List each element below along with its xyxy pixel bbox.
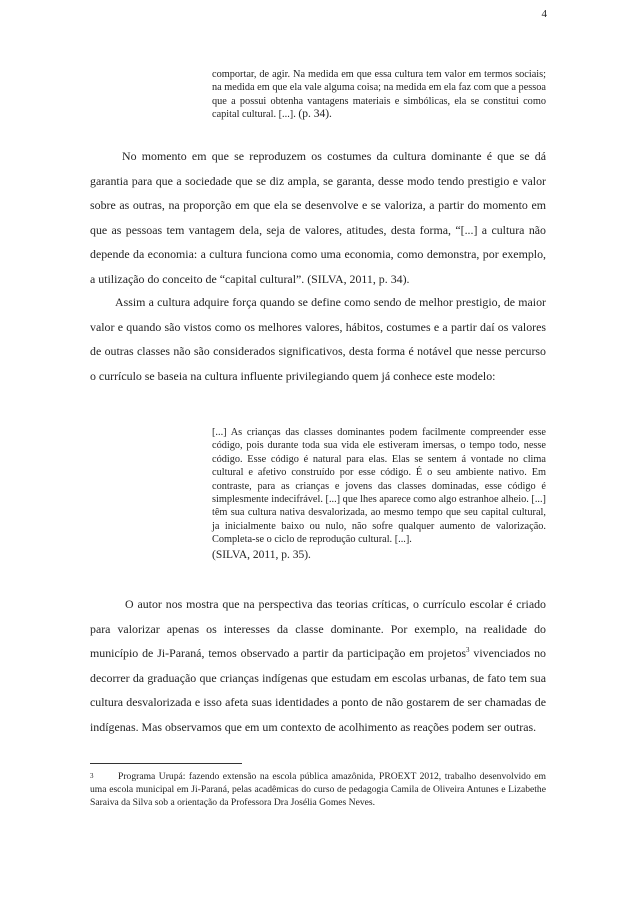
page-number: 4 [541,8,547,20]
paragraph-3-text-before: O autor nos mostra que na perspectiva das teorias críticas, o currículo escolar é criado para valorizar apenas os interesses da classe dominante. Por exemplo, na realidade do município de Ji-Paraná, temos observado a partir da participação em projetos [90,597,546,660]
paragraph-1: No momento em que se reproduzem os costumes da cultura dominante é que se dá garantia para que a sociedade que se diz ampla, se garanta, desse modo tendo prestigio e valor sobre as outras, na proporção em que ela se desenvolve e se valoriza, a partir do momento em que as pessoas tem vantagem dela, seja de valores, atitudes, desta forma, “[...] a cultura não depende da economia: a cultura funciona como uma economia, como demonstra, por exemplo, a utilização do conceito de “capital cultural”. (SILVA, 2011, p. 34). [90,149,546,286]
quote-2-text: [...] As crianças das classes dominantes podem facilmente compreender esse código, pois durante toda sua vida ele estiveram imersas, o tempo todo, nesse código. Esse código é natural para elas. Elas se sentem á vontade no clima cultural e afetivo construído por esse código. É o seu ambiente nativo. Em contraste, para as crianças e jovens das classes dominadas, esse código é simplesmente indecifrável. [...] que lhes aparece como algo estranhoe alheio. [...] têm sua cultura nativa desvalorizada, ao mesmo tempo que seu capital cultural, ja inicialmente baixo ou nulo, não sofre qualquer aumento de valorização. Completa-se o ciclo de reprodução cultural. [...]. [212,427,546,546]
paragraph-3 [90,592,546,739]
block-quote-2 [212,426,546,562]
quote-2-citation: (SILVA, 2011, p. 35). [212,548,311,561]
footnote-divider [90,763,242,764]
paragraph-2: Assim a cultura adquire força quando se define como sendo de melhor prestigio, de maior valor e quando são vistos como os melhores valores, hábitos, costumes e a partir daí os valores de outras classes não são considerados significativos, desta forma é notável que nesse percurso o currículo se baseia na cultura influente privilegiando quem já conhece este modelo: [90,295,546,383]
footnote-reference: 3 [466,646,470,655]
quote-1-text: comportar, de agir. Na medida em que essa cultura tem valor em termos sociais; na medida em que ela vale alguma coisa; na medida em ela faz com que a pessoa que a possui obtenha vantagens materiais e simbólicas, ela se constitui como capital cultural. [...]. [212,69,546,121]
footnote-text: Programa Urupá: fazendo extensão na escola pública amazônida, PROEXT 2012, trabalho desenvolvido em uma escola municipal em Ji-Paraná, pelas acadêmicas do curso de pedagogia Camila de Oliveira Antunes e Lizabethe Saraiva da Silva sob a orientação da Professora Dra Josélia Gomes Neves. [90,771,546,808]
footnote [90,770,546,809]
quote-1-citation: (p. 34). [298,108,332,121]
footnote-number: 3 [90,772,94,780]
block-quote-1 [212,68,546,122]
paragraph-3-text-after: vivenciados no decorrer da graduação que crianças indígenas que estudam em escolas urbanas, de fato tem sua cultura desvalorizada e isso afeta suas identidades a ponto de não gostarem de ser chamadas de indígenas. Mas observamos que em um contexto de acolhimento as reações podem ser outras. [90,646,546,734]
